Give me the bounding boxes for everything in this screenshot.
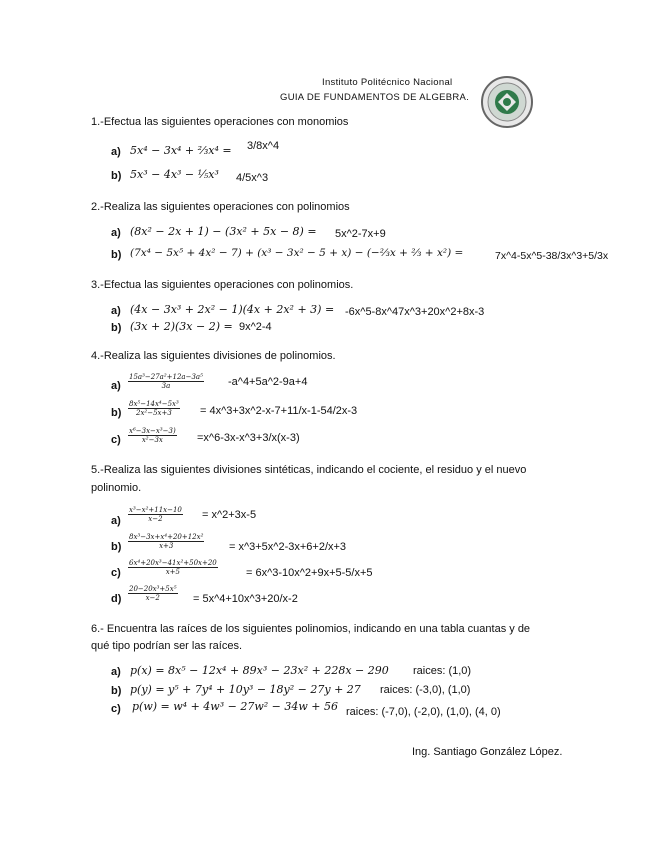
s5-d-fraction: [128, 585, 178, 603]
s5-d-answer: = 5x^4+10x^3+20/x-2: [193, 593, 298, 605]
s3-a-answer: -6x^5-8x^47x^3+20x^2+8x-3: [345, 306, 485, 318]
s3-a-expression: (4x − 3x³ + 2x² − 1)(4x + 2x² + 3) =: [130, 303, 335, 316]
s4-b-numerator: 8x⁵−14x⁴−5x³: [129, 400, 179, 409]
s4-a-denominator: 3a: [161, 382, 171, 391]
guide-title: GUIA DE FUNDAMENTOS DE ALGEBRA.: [280, 92, 470, 103]
s1-b-label: b): [111, 170, 122, 182]
s4-c-fraction: [128, 427, 177, 445]
s2-a-label: a): [111, 227, 121, 239]
s1-a-expression: 5x⁴ − 3x⁴ + ⅔x⁴ =: [130, 144, 232, 157]
s5-a-numerator: x³−x²+11x−10: [129, 506, 182, 515]
s5-a-label: a): [111, 515, 121, 527]
s1-b-answer: 4/5x^3: [236, 172, 269, 184]
s5-b-answer: = x^3+5x^2-3x+6+2/x+3: [229, 541, 347, 553]
s5-c-label: c): [111, 567, 121, 579]
section-2-title: 2.-Realiza las siguientes operaciones con polinomios: [91, 201, 350, 213]
s4-c-answer: =x^6-3x-x^3+3/x(x-3): [197, 432, 300, 444]
section-5-title-line1: 5.-Realiza las siguientes divisiones sintéticas, indicando el cociente, el residuo y el nuevo: [91, 464, 527, 476]
s4-c-numerator: x⁶−3x−x³−3): [129, 427, 176, 436]
s4-a-label: a): [111, 380, 121, 392]
s1-b-expression: 5x³ − 4x³ − ⅕x³: [130, 168, 219, 181]
section-1-title: 1.-Efectua las siguientes operaciones con monomios: [91, 116, 349, 128]
s6-c-expression: p(w) = w⁴ + 4w³ − 27w² − 34w + 56: [132, 700, 338, 713]
s3-b-label: b): [111, 322, 122, 334]
s2-b-expression: (7x⁴ − 5x⁵ + 4x² − 7) + (x³ − 3x² − 5 + x) − (−⅔x + ⅔ + x²) =: [130, 247, 464, 259]
s3-b-expression: (3x + 2)(3x − 2) =: [130, 320, 233, 333]
s1-a-answer: 3/8x^4: [247, 140, 280, 152]
s4-b-denominator: 2x²−5x+3: [136, 409, 172, 418]
ipn-logo-icon: [481, 76, 533, 128]
s3-a-label: a): [111, 305, 121, 317]
s4-c-label: c): [111, 434, 121, 446]
s6-b-expression: p(y) = y⁵ + 7y⁴ + 10y³ − 18y² − 27y + 27: [130, 683, 361, 696]
s4-b-answer: = 4x^3+3x^2-x-7+11/x-1-54/2x-3: [200, 405, 358, 417]
s6-b-label: b): [111, 685, 122, 697]
s4-b-label: b): [111, 407, 122, 419]
s5-b-denominator: x+3: [159, 542, 174, 551]
s6-a-label: a): [111, 666, 121, 678]
s6-a-expression: p(x) = 8x⁵ − 12x⁴ + 89x³ − 23x² + 228x − 290: [130, 664, 389, 677]
s2-b-answer: 7x^4-5x^5-38/3x^3+5/3x: [495, 250, 609, 262]
s5-c-fraction: [128, 559, 218, 577]
s5-b-numerator: 8x³−3x+x⁴+20+12x²: [129, 533, 204, 542]
s6-c-label: c): [111, 703, 121, 715]
s5-c-numerator: 6x⁴+20x³−41x²+50x+20: [129, 559, 217, 568]
s2-a-expression: (8x² − 2x + 1) − (3x² + 5x − 8) =: [130, 225, 317, 238]
section-6-title-line1: 6.- Encuentra las raíces de los siguientes polinomios, indicando en una tabla cuantas y de: [91, 623, 531, 635]
s1-a-label: a): [111, 146, 121, 158]
s2-a-answer: 5x^2-7x+9: [335, 228, 386, 240]
s4-a-numerator: 15a³−27a²+12a−3a⁵: [129, 373, 203, 382]
s5-d-denominator: x−2: [145, 594, 160, 603]
section-4-title: 4.-Realiza las siguientes divisiones de polinomios.: [91, 350, 336, 362]
s3-b-answer: 9x^2-4: [239, 321, 272, 333]
signature: Ing. Santiago González López.: [412, 746, 563, 758]
s5-b-label: b): [111, 541, 122, 553]
s4-c-denominator: x²−3x: [141, 436, 163, 445]
s5-d-numerator: 20−20x³+5x⁵: [129, 585, 177, 594]
s5-a-answer: = x^2+3x-5: [202, 509, 257, 521]
s5-a-fraction: [128, 506, 183, 524]
section-3-title: 3.-Efectua las siguientes operaciones con polinomios.: [91, 279, 354, 291]
s6-a-answer: raices: (1,0): [413, 665, 472, 677]
s2-b-label: b): [111, 249, 122, 261]
s6-b-answer: raices: (-3,0), (1,0): [380, 684, 471, 696]
section-6-title-line2: qué tipo podrían ser las raíces.: [91, 640, 243, 652]
s5-d-label: d): [111, 593, 122, 605]
s5-c-answer: = 6x^3-10x^2+9x+5-5/x+5: [246, 567, 373, 579]
s6-c-answer: raices: (-7,0), (-2,0), (1,0), (4, 0): [346, 706, 501, 718]
s4-a-fraction: [128, 373, 204, 391]
institution-name: Instituto Politécnico Nacional: [322, 77, 453, 88]
s5-b-fraction: [128, 533, 204, 551]
s4-a-answer: -a^4+5a^2-9a+4: [228, 376, 308, 388]
s4-b-fraction: [128, 400, 180, 418]
section-5-title-line2: polinomio.: [91, 482, 142, 494]
s5-c-denominator: x+5: [165, 568, 181, 577]
s5-a-denominator: x−2: [148, 515, 163, 524]
